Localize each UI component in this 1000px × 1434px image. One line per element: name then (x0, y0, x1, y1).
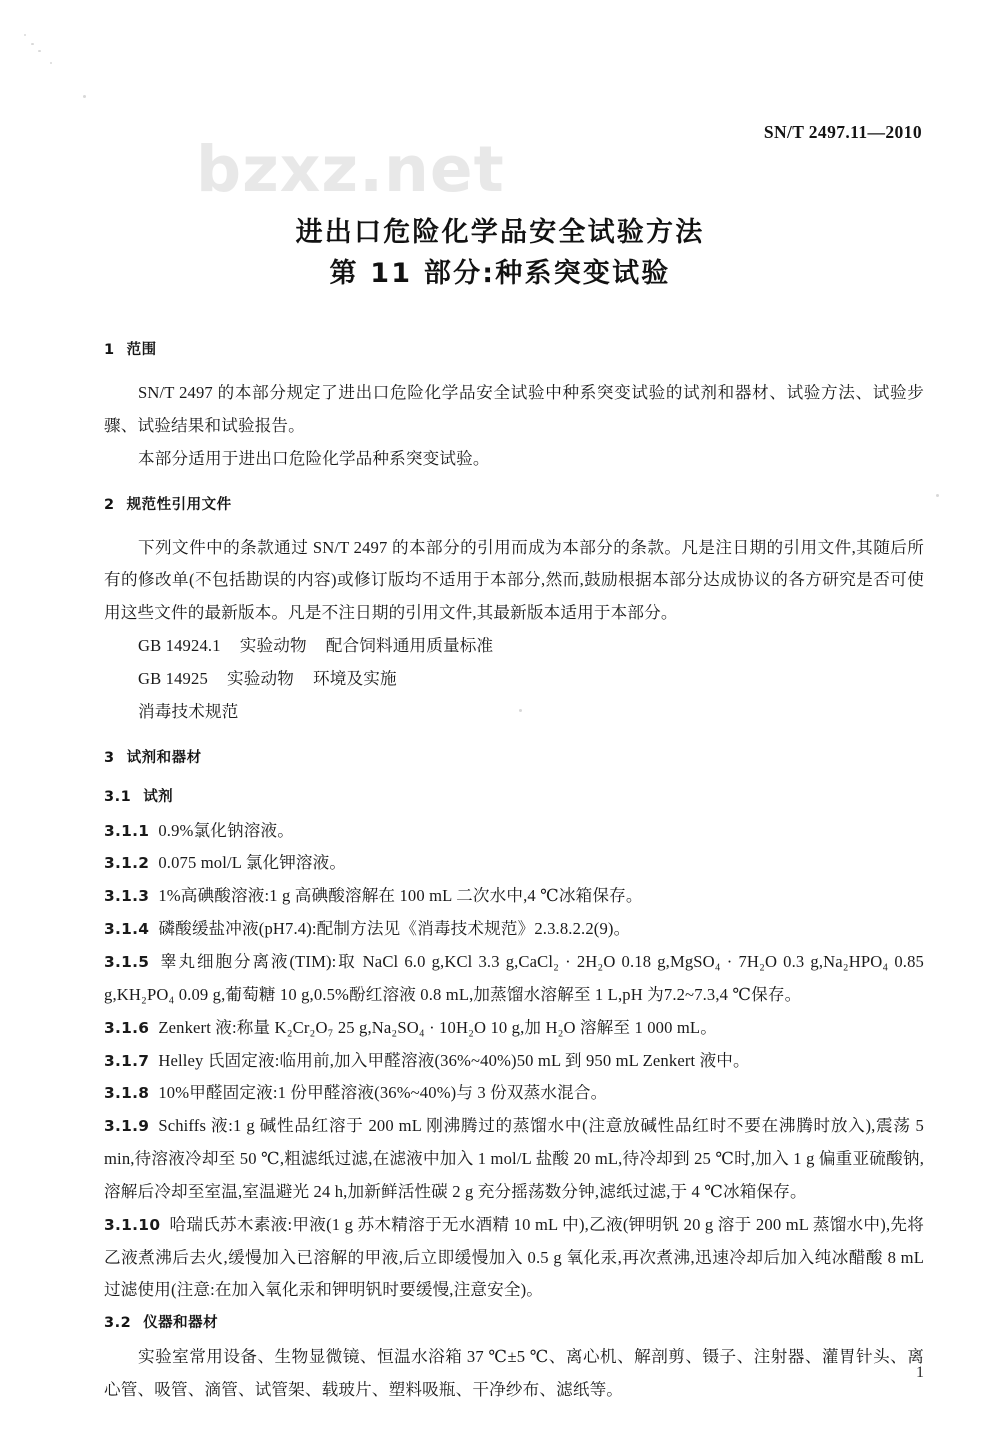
section-heading-3-2 (104, 1311, 924, 1332)
standard-number-header: SN/T 2497.11—2010 (763, 122, 922, 142)
section-heading-3 (104, 746, 924, 767)
title-line-2: 第 11 部分:种系突变试验 (329, 258, 671, 290)
reagent-item-3-1-3 (104, 880, 924, 913)
reagent-item-3-1-2 (104, 847, 924, 880)
reagent-label: 3.1.1 (104, 821, 150, 840)
section-number-3-2: 3.2 (104, 1315, 132, 1332)
reagent-text: 哈瑞氏苏木素液:甲液(1 g 苏木精溶于无水酒精 10 mL 中),乙液(钾明钒 20 g 溶于 200 mL 蒸馏水中),先将乙液煮沸后去火,缓慢加入已溶解的甲液,后立即缓慢加入 0.5 g 氧化汞,再次煮沸,迅速冷却后加入纯冰醋酸 8 mL 过滤使用(注意:在加入氧化汞和钾明钒时要缓慢,注意安全)。 (104, 1214, 924, 1300)
reference-code: GB 14924.1 (138, 636, 221, 656)
reagent-label: 3.1.3 (104, 887, 150, 906)
reagent-item-3-1-7 (104, 1045, 924, 1078)
scan-speck (936, 494, 939, 497)
scan-speck (83, 95, 86, 98)
normative-reference-2 (104, 663, 924, 696)
reagent-item-3-1-5 (104, 946, 924, 1012)
reagent-text: 0.9%氯化钠溶液。 (158, 820, 294, 840)
section-heading-3-1 (104, 785, 924, 806)
reagent-label: 3.1.2 (104, 854, 150, 873)
reference-title-a: 实验动物 (239, 636, 307, 656)
scan-speck (24, 34, 26, 36)
reagent-item-3-1-9 (104, 1110, 924, 1209)
section-title-1: 范围 (126, 342, 157, 358)
section-heading-1 (104, 338, 924, 359)
section-title-3-2: 仪器和器材 (143, 1315, 219, 1332)
reagent-text: 10%甲醛固定液:1 份甲醛溶液(36%~40%)与 3 份双蒸水混合。 (158, 1083, 608, 1103)
reagent-text: Helley 氏固定液:临用前,加入甲醛溶液(36%~40%)50 mL 到 950 mL Zenkert 液中。 (158, 1050, 750, 1070)
reagent-item-3-1-6 (104, 1012, 924, 1045)
section-number-3: 3 (104, 749, 115, 766)
scan-speck (50, 62, 52, 64)
title-line-1: 进出口危险化学品安全试验方法 (295, 217, 705, 248)
reference-title-b: 环境及实施 (313, 668, 397, 688)
section-1-paragraph-1: SN/T 2497 的本部分规定了进出口危险化学品安全试验中种系突变试验的试剂和器材、试验方法、试验步骤、试验结果和试验报告。 (104, 383, 924, 435)
section-title-3: 试剂和器材 (126, 749, 202, 766)
reagent-label: 3.1.7 (104, 1051, 150, 1070)
scan-speck (38, 50, 41, 52)
reagent-item-3-1-8 (104, 1077, 924, 1110)
scan-speck (31, 43, 34, 45)
reagent-text: 1%高碘酸溶液:1 g 高碘酸溶解在 100 mL 二次水中,4 ℃冰箱保存。 (158, 886, 643, 906)
reagent-label: 3.1.10 (104, 1215, 161, 1234)
document-body (104, 338, 924, 1407)
reagent-label: 3.1.9 (104, 1117, 150, 1136)
document-title (0, 212, 1000, 294)
section-heading-2 (104, 493, 924, 514)
section-1-paragraph-2: 本部分适用于进出口危险化学品种系突变试验。 (138, 448, 490, 468)
reagent-label: 3.1.6 (104, 1018, 150, 1037)
section-2-paragraph-1: 下列文件中的条款通过 SN/T 2497 的本部分的引用而成为本部分的条款。凡是注日期的引用文件,其随后所有的修改单(不包括勘误的内容)或修订版均不适用于本部分,然而,鼓励根据本部分达成协议的各方研究是否可使用这些文件的最新版本。凡是不注日期的引用文件,其最新版本适用于本部分。 (104, 537, 924, 623)
normative-reference-1 (104, 630, 924, 663)
reagent-item-3-1-1 (104, 815, 924, 848)
section-title-3-1: 试剂 (143, 788, 174, 805)
reagent-label: 3.1.5 (104, 952, 150, 971)
reagent-text: 磷酸缓盐冲液(pH7.4):配制方法见《消毒技术规范》2.3.8.2.2(9)。 (158, 919, 631, 939)
section-number-1: 1 (104, 342, 115, 358)
reagent-text: Zenkert 液:称量 K₂Cr₂O₇ 25 g,Na₂SO₄ · 10H₂O 10 g,加 H₂O 溶解至 1 000 mL。 (158, 1017, 717, 1037)
reagent-label: 3.1.8 (104, 1084, 150, 1103)
reference-code: 消毒技术规范 (138, 701, 239, 721)
section-number-2: 2 (104, 496, 115, 513)
reagent-label: 3.1.4 (104, 920, 150, 939)
section-3-2-paragraph-1: 实验室常用设备、生物显微镜、恒温水浴箱 37 ℃±5 ℃、离心机、解剖剪、镊子、注射器、灌胃针头、离心管、吸管、滴管、试管架、载玻片、塑料吸瓶、干净纱布、滤纸等。 (104, 1347, 924, 1400)
reference-title-a: 实验动物 (226, 668, 294, 688)
reagent-text: 0.075 mol/L 氯化钾溶液。 (158, 853, 347, 873)
reagent-text: Schiffs 液:1 g 碱性品红溶于 200 mL 刚沸腾过的蒸馏水中(注意放碱性品红时不要在沸腾时放入),震荡 5 min,待溶液冷却至 50 ℃,粗滤纸过滤,在滤液中加入 1 mol/L 盐酸 20 mL,待冷却到 25 ℃时,加入 1 g 偏重亚硫酸钠,溶解后冷却至室温,室温避光 24 h,加新鲜活性碳 2 g 充分摇荡数分钟,滤纸过滤,于 4 ℃冰箱保存。 (104, 1116, 924, 1201)
reference-title-b: 配合饲料通用质量标准 (325, 636, 494, 656)
section-number-3-1: 3.1 (104, 788, 132, 805)
page-number: 1 (916, 1364, 924, 1381)
section-title-2: 规范性引用文件 (126, 496, 232, 513)
watermark-bzxz: bzxz.net (196, 133, 505, 206)
reagent-text: 睾丸细胞分离液(TIM):取 NaCl 6.0 g,KCl 3.3 g,CaCl₂ · 2H₂O 0.18 g,MgSO₄ · 7H₂O 0.3 g,Na₂HPO₄ 0.85 g,KH₂PO₄ 0.09 g,葡萄糖 10 g,0.5%酚红溶液 0.8 mL,加蒸馏水溶解至 1 L,pH 为7.2~7.3,4 ℃保存。 (104, 951, 924, 1004)
reagent-item-3-1-10 (104, 1209, 924, 1308)
normative-reference-3 (104, 696, 924, 729)
reference-code: GB 14925 (138, 668, 208, 688)
reagent-item-3-1-4 (104, 913, 924, 946)
